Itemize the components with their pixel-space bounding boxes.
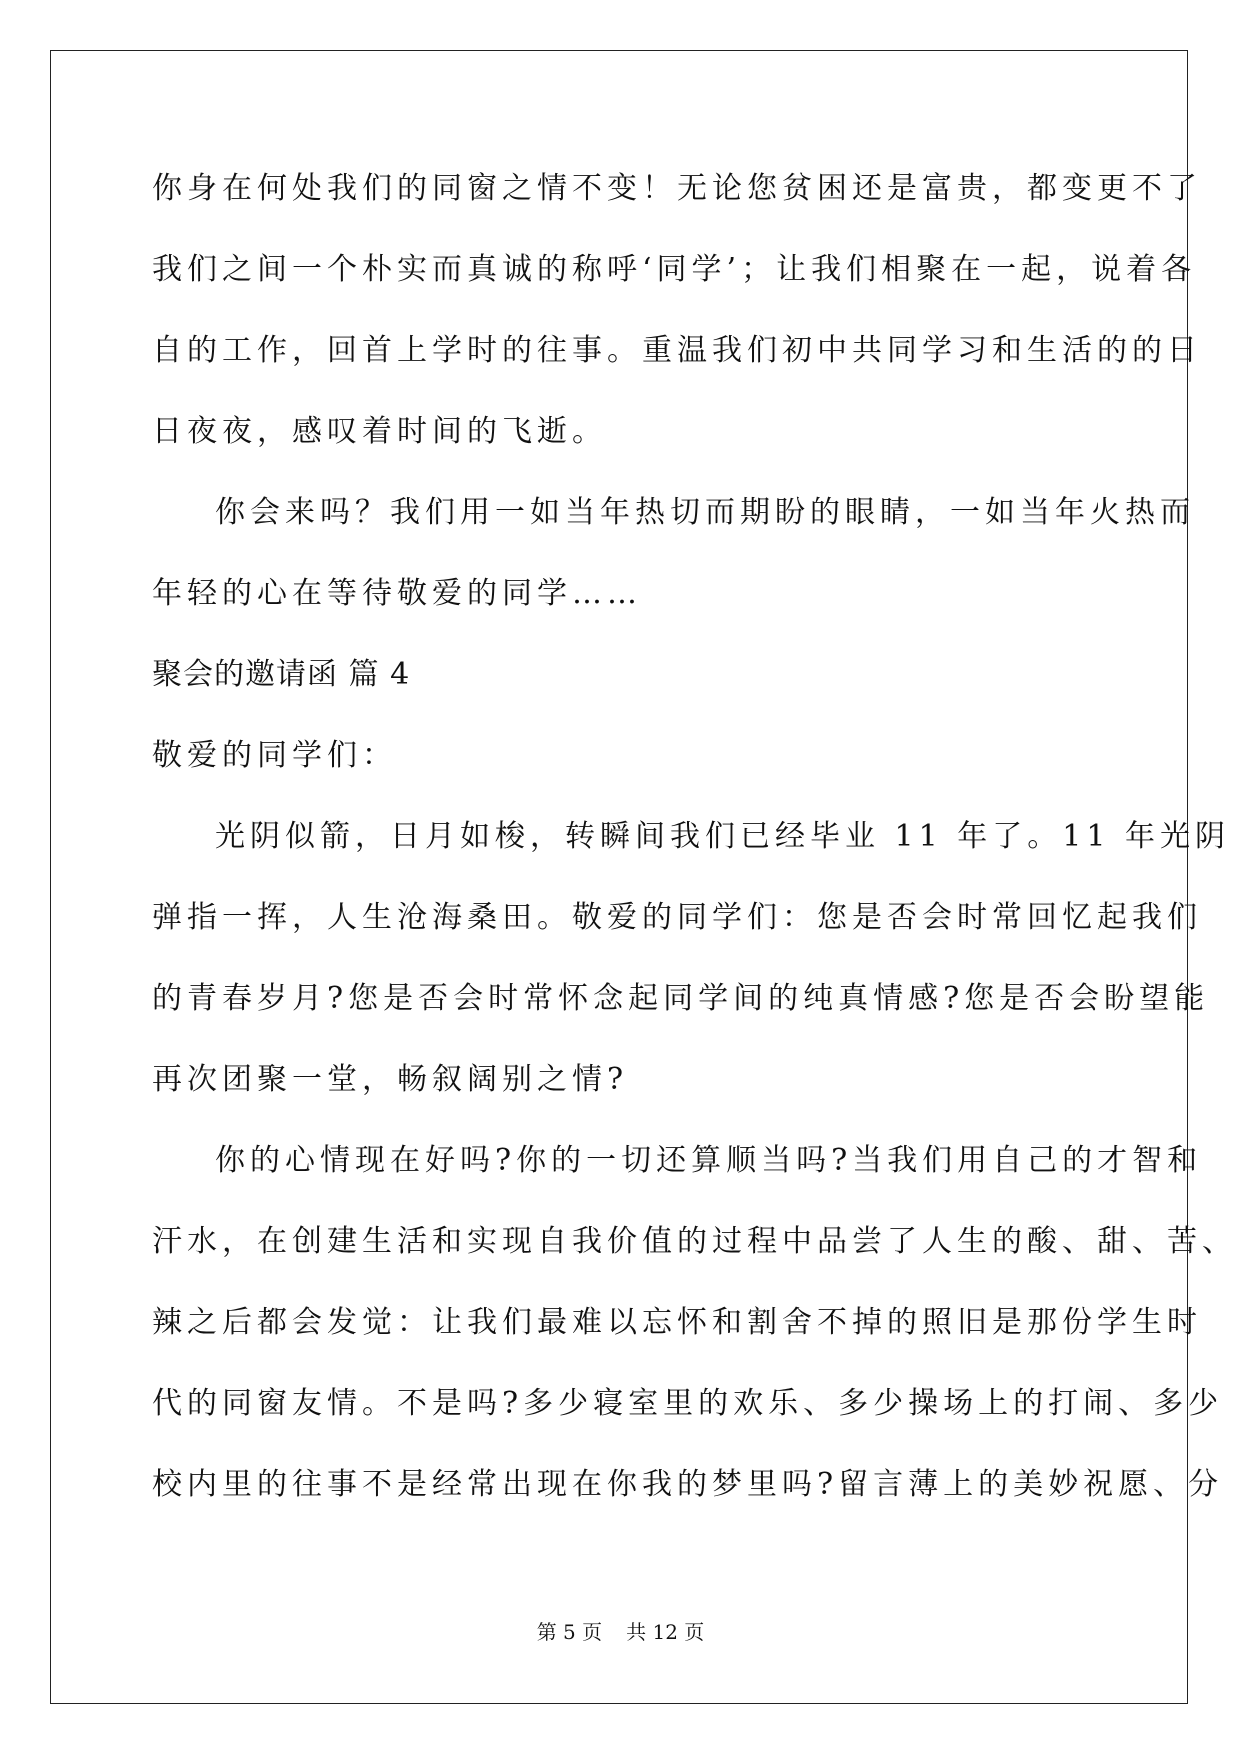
paragraph-line: 你会来吗？我们用一如当年热切而期盼的眼睛，一如当年火热而 <box>215 495 1195 530</box>
paragraph-line: 年轻的心在等待敬爱的同学…… <box>152 576 642 611</box>
paragraph-line: 你身在何处我们的同窗之情不变！无论您贫困还是富贵，都变更不了 <box>152 171 1202 206</box>
page-total: 共 12 页 <box>626 1620 705 1644</box>
salutation: 敬爱的同学们： <box>152 738 397 773</box>
paragraph-line: 自的工作，回首上学时的往事。重温我们初中共同学习和生活的的日 <box>152 333 1202 368</box>
paragraph-line: 辣之后都会发觉：让我们最难以忘怀和割舍不掉的照旧是那份学生时 <box>152 1305 1202 1340</box>
section-heading: 聚会的邀请函 篇 4 <box>152 657 411 692</box>
paragraph-line: 再次团聚一堂，畅叙阔别之情? <box>152 1062 629 1097</box>
page-footer <box>0 1620 1241 1644</box>
paragraph-line: 你的心情现在好吗?你的一切还算顺当吗?当我们用自己的才智和 <box>215 1143 1203 1178</box>
paragraph-line: 代的同窗友情。不是吗?多少寝室里的欢乐、多少操场上的打闹、多少 <box>152 1386 1224 1421</box>
paragraph-line: 我们之间一个朴实而真诚的称呼‘同学’；让我们相聚在一起，说着各 <box>152 252 1197 287</box>
paragraph-line: 的青春岁月?您是否会时常怀念起同学间的纯真情感?您是否会盼望能 <box>152 981 1210 1016</box>
paragraph-line: 校内里的往事不是经常出现在你我的梦里吗?留言薄上的美妙祝愿、分 <box>152 1467 1224 1502</box>
paragraph-line: 汗水，在创建生活和实现自我价值的过程中品尝了人生的酸、甜、苦、 <box>152 1224 1237 1259</box>
paragraph-line: 光阴似箭，日月如梭，转瞬间我们已经毕业 11 年了。11 年光阴 <box>215 819 1230 854</box>
paragraph-line: 日夜夜，感叹着时间的飞逝。 <box>152 414 607 449</box>
document-body <box>152 148 1237 1525</box>
paragraph-line: 弹指一挥，人生沧海桑田。敬爱的同学们：您是否会时常回忆起我们 <box>152 900 1202 935</box>
page-number: 第 5 页 <box>536 1620 603 1644</box>
